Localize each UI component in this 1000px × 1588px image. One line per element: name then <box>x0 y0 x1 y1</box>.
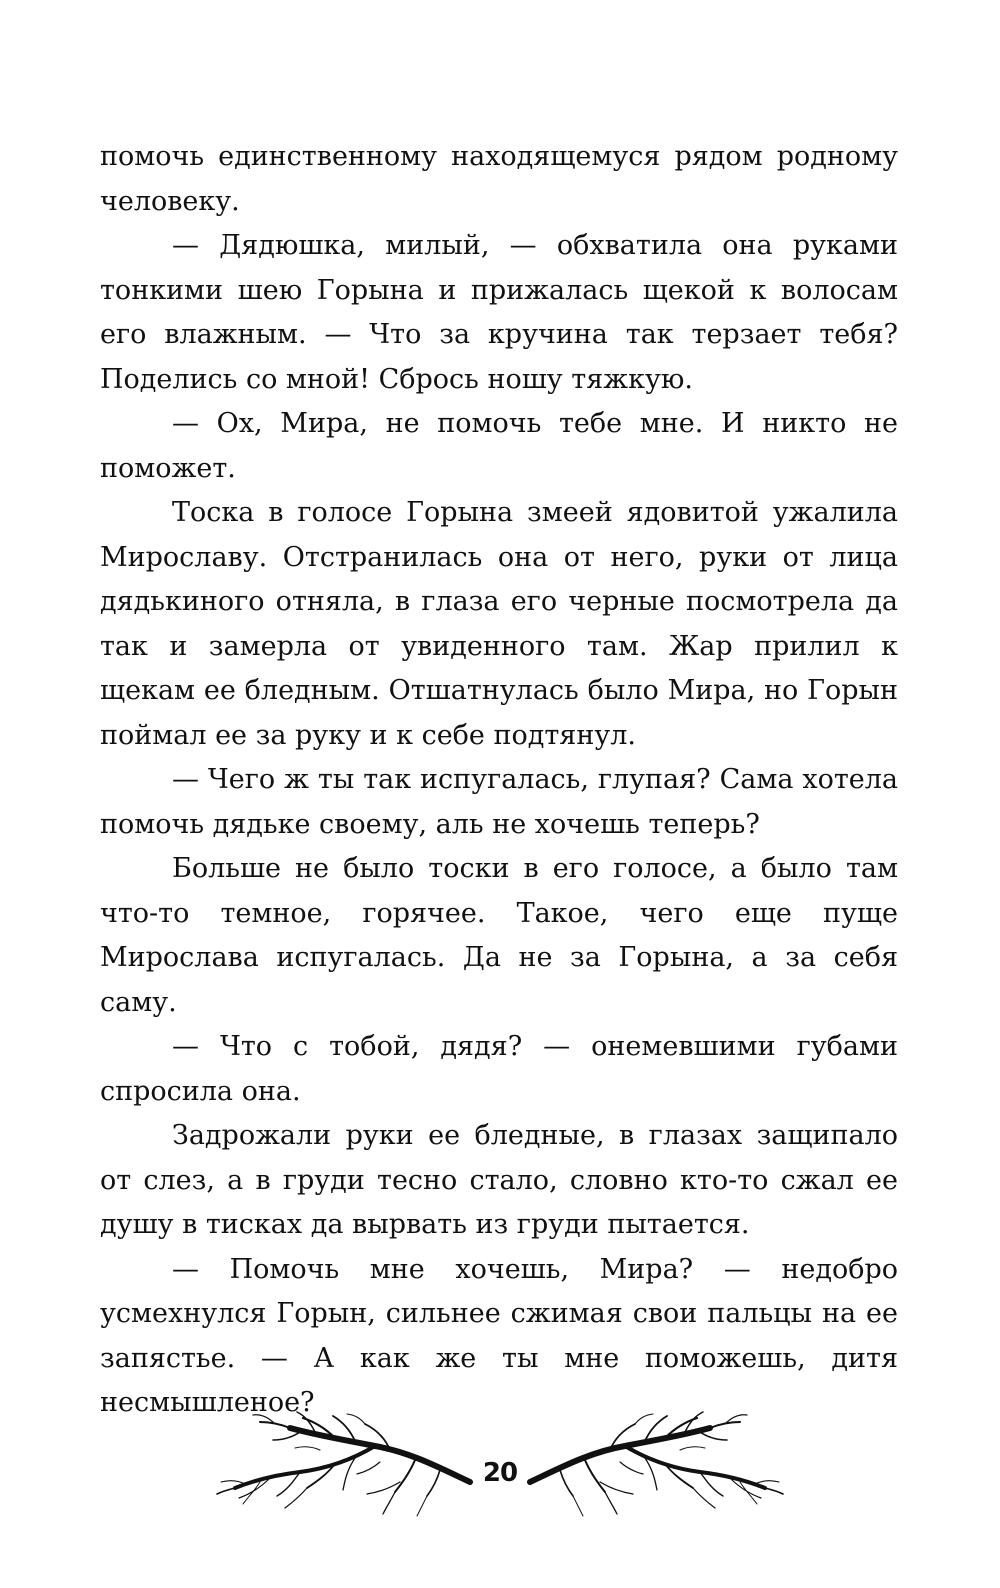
paragraph: — Ох, Мира, не помочь тебе мне. И никто не поможет. <box>100 408 898 484</box>
branch-ornament-left-icon <box>215 1410 475 1520</box>
paragraph: — Чего ж ты так испугалась, глупая? Сама хотела помочь дядьке своему, аль не хочешь теперь? <box>100 764 898 840</box>
paragraph: Задрожали руки ее бледные, в глазах защипало от слез, а в груди тесно стало, словно кто-то сжал ее душу в тисках да вырвать из груди пытается. <box>100 1120 898 1240</box>
paragraph: — Что с тобой, дядя? — онемевшими губами спросила она. <box>100 1031 898 1107</box>
paragraph: — Дядюшка, милый, — обхватила она руками тонкими шею Горына и прижалась щекой к волосам его влажным. — Что за кручина так терзает тебя? Поделись со мной! Сбрось ношу тяжкую. <box>100 230 898 395</box>
paragraph: Тоска в голосе Горына змеей ядовитой ужалила Мирославу. Отстранилась она от него, руки от лица дядькиного отняла, в глаза его черные посмотрела да так и замерла от увиденного там. Жар прилил к щекам ее бледным. Отшатнулась было Мира, но Горын поймал ее за руку и к себе подтянул. <box>100 497 898 751</box>
paragraph: помочь единственному находящемуся рядом родному человеку. <box>100 141 898 217</box>
page-number: 20 <box>482 1458 518 1488</box>
body-text <box>100 135 898 1426</box>
branch-ornament-right-icon <box>525 1410 785 1520</box>
paragraph: — Помочь мне хочешь, Мира? — недобро усмехнулся Горын, сильнее сжимая свои пальцы на ее запястье. — А как же ты мне поможешь, дитя несмышленое? <box>100 1253 898 1418</box>
paragraph: Больше не было тоски в его голосе, а было там что-то темное, горячее. Такое, чего еще пуще Мирослава испугалась. Да не за Горына, а за себя саму. <box>100 853 898 1018</box>
